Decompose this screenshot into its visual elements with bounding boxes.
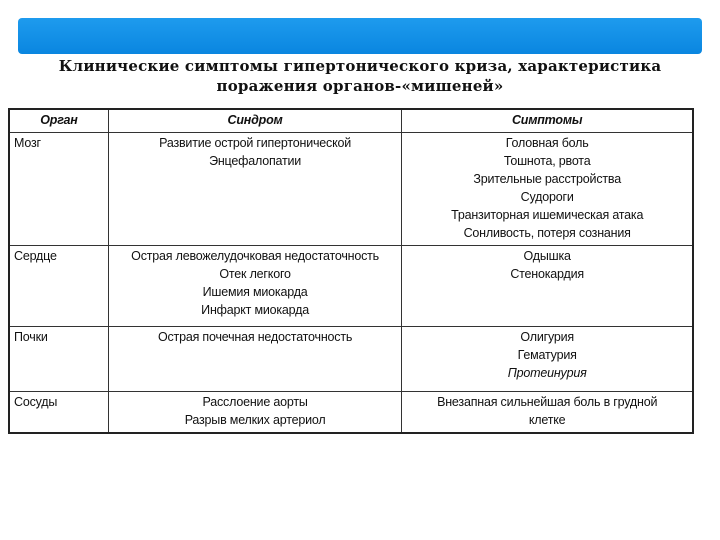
symptoms-cell — [402, 392, 693, 434]
symptom-line: Протеинурия — [507, 366, 587, 380]
table-header-row — [9, 109, 693, 133]
table-row — [9, 133, 693, 246]
symptoms-cell — [402, 133, 693, 246]
syndrome-cell — [108, 392, 401, 434]
symptoms-cell — [402, 246, 693, 327]
header-bar — [18, 18, 702, 54]
syndrome-cell — [108, 327, 401, 392]
syndrome-line: Разрыв мелких артериол — [184, 413, 326, 427]
column-header-organ: Орган — [9, 109, 108, 133]
table-row — [9, 392, 693, 434]
symptom-line: Судороги — [520, 190, 574, 204]
title-line-2: поражения органов-«мишеней» — [216, 77, 504, 95]
syndrome-line: Энцефалопатии — [209, 154, 302, 168]
title-line-1: Клинические симптомы гипертонического криза, характеристика — [58, 57, 662, 75]
syndrome-line: Отек легкого — [219, 267, 291, 281]
table-row — [9, 246, 693, 327]
symptom-line: Сонливость, потеря сознания — [463, 226, 631, 240]
symptom-line: Одышка — [523, 249, 571, 263]
symptom-line: Тошнота, рвота — [503, 154, 591, 168]
symptom-line: Гематурия — [517, 348, 577, 362]
organ-cell: Сердце — [9, 246, 108, 327]
syndrome-cell — [108, 133, 401, 246]
symptom-line: Внезапная сильнейшая боль в грудной — [437, 395, 658, 409]
organ-cell: Почки — [9, 327, 108, 392]
symptom-line: Стенокардия — [510, 267, 584, 281]
page-title — [20, 56, 700, 96]
symptoms-cell — [402, 327, 693, 392]
symptom-line: Олигурия — [520, 330, 574, 344]
syndrome-line: Острая левожелудочковая недостаточность — [131, 249, 379, 263]
symptom-line: Транзиторная ишемическая атака — [451, 208, 644, 222]
symptom-line: Головная боль — [505, 136, 589, 150]
symptoms-table — [8, 108, 694, 434]
syndrome-cell — [108, 246, 401, 327]
syndrome-line: Острая почечная недостаточность — [157, 330, 353, 344]
column-header-symptoms: Симптомы — [402, 109, 693, 133]
symptom-line: Зрительные расстройства — [473, 172, 621, 186]
organ-cell: Сосуды — [9, 392, 108, 434]
organ-cell: Мозг — [9, 133, 108, 246]
syndrome-line: Расслоение аорты — [202, 395, 308, 409]
table-row — [9, 327, 693, 392]
symptom-line: клетке — [528, 413, 566, 427]
syndrome-line: Инфаркт миокарда — [201, 303, 309, 317]
syndrome-line: Развитие острой гипертонической — [159, 136, 352, 150]
column-header-syndrome: Синдром — [108, 109, 401, 133]
syndrome-line: Ишемия миокарда — [202, 285, 308, 299]
